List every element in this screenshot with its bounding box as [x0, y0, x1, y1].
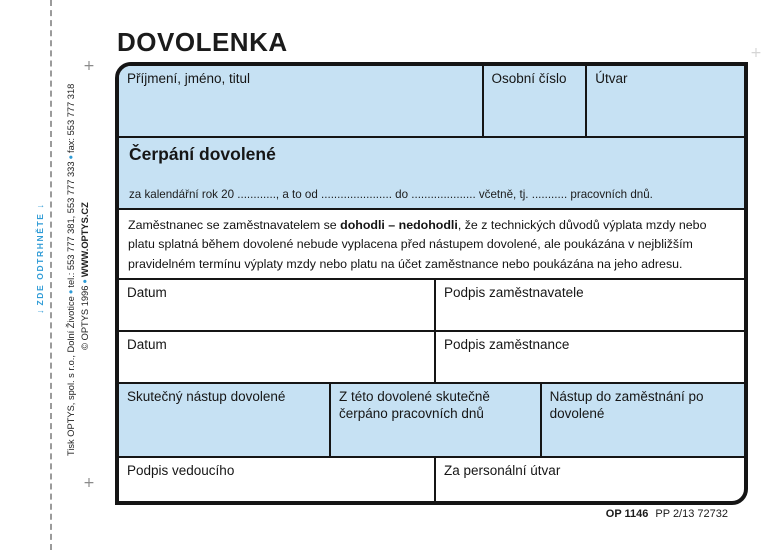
tear-arrow-icon: ↓ [35, 203, 45, 209]
field-hr-department [434, 458, 744, 501]
field-actual-start [119, 384, 329, 456]
vacation-period-section [119, 136, 744, 208]
agreement-choice-bold: dohodli – nedohodli [340, 218, 458, 232]
bullet-icon: ● [80, 279, 89, 284]
field-date-employee [119, 332, 434, 382]
field-days-taken [329, 384, 540, 456]
vacation-period-fill-line: za kalendářní rok 20 ............, a to od ...................... do .................... včetně, tj. ........... pracovních dnů. [129, 188, 653, 201]
field-personal-number [482, 66, 586, 136]
field-return-to-work [540, 384, 744, 456]
form-code-footer [606, 508, 728, 520]
printer-imprint-line1 [64, 83, 78, 456]
identity-row [119, 66, 744, 136]
field-label: Skutečný nástup dovolené [127, 389, 286, 404]
field-label: Z této dovolené skutečně čerpáno pracovních dnů [339, 389, 490, 421]
registration-mark: + [83, 475, 95, 491]
perforation-dashed-line [50, 0, 52, 550]
field-label: Datum [127, 337, 167, 352]
field-label: Podpis zaměstnavatele [444, 285, 584, 300]
field-department [585, 66, 744, 136]
actual-vacation-row [119, 382, 744, 456]
field-label: Příjmení, jméno, titul [127, 71, 251, 86]
field-label: Útvar [595, 71, 628, 86]
print-run-code: PP 2/13 72732 [655, 508, 728, 520]
bullet-icon: ● [66, 154, 75, 160]
registration-mark: + [750, 45, 762, 61]
agreement-text: Zaměstnanec se zaměstnavatelem se [128, 218, 341, 232]
tear-here-label [35, 189, 45, 329]
field-date-employer [119, 280, 434, 330]
section-heading: Čerpání dovolené [129, 144, 276, 164]
employer-signature-row [119, 278, 744, 330]
vacation-form [115, 62, 748, 505]
printer-imprint [64, 83, 92, 456]
agreement-text: , že z technických důvodů výplata mzdy nebo platu splatná během dovolené nebude vyplacena před nástupem dovolené, ale poukázána v nejbližším pravidelném termínu výplaty mzdy nebo platu na účet zaměstnance nebo poukázána na jeho adresu. [128, 218, 707, 271]
payment-agreement-section [119, 208, 744, 278]
field-label: Podpis zaměstnance [444, 337, 570, 352]
field-name-title [119, 66, 482, 136]
field-manager-signature [119, 458, 434, 501]
approval-row [119, 456, 744, 501]
page-title: DOVOLENKA [117, 27, 288, 57]
tear-here-text: ZDE ODTRHNĚTE [35, 212, 45, 306]
printer-fax: fax: 553 777 318 [66, 83, 76, 153]
copyright-text: © OPTYS 1996 [80, 285, 90, 350]
bullet-icon: ● [66, 289, 75, 295]
printer-name: Tisk OPTYS, spol. s r.o., Dolní Životice [66, 296, 76, 456]
printer-website: WWW.OPTYS.CZ [80, 202, 90, 278]
field-label: Za personální útvar [444, 463, 561, 478]
field-label: Nástup do zaměstnání po dovolené [549, 389, 704, 421]
field-employer-signature [434, 280, 744, 330]
field-label: Datum [127, 285, 167, 300]
printer-phone: tel.: 553 777 381, 553 777 333 [66, 161, 76, 288]
agreement-paragraph [119, 210, 744, 274]
tear-arrow-icon: ↓ [35, 309, 45, 315]
form-number: OP 1146 [605, 508, 649, 520]
field-label: Osobní číslo [491, 71, 567, 86]
employee-signature-row [119, 330, 744, 382]
printer-imprint-line2 [78, 96, 92, 456]
registration-mark: + [83, 58, 95, 74]
field-label: Podpis vedoucího [127, 463, 235, 478]
field-employee-signature [434, 332, 744, 382]
